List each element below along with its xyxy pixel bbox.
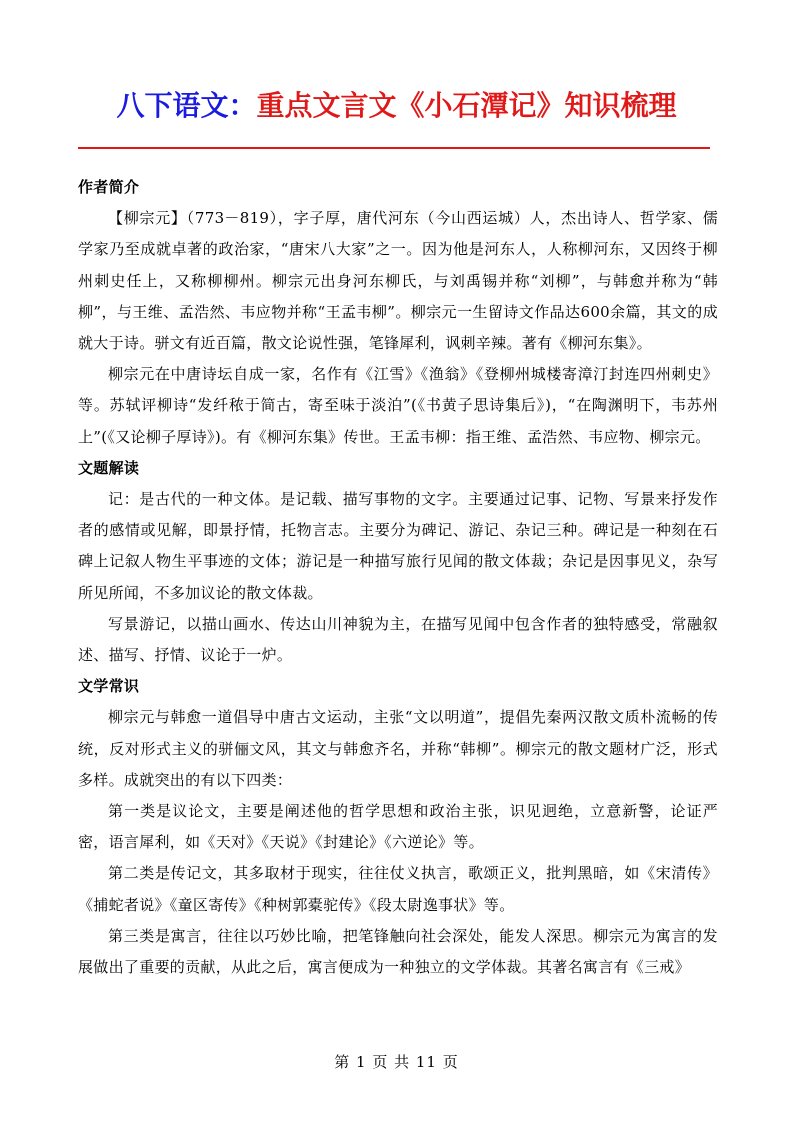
paragraph: 【柳宗元】（773－819），字子厚，唐代河东（今山西运城）人，杰出诗人、哲学家、儒学家乃至成就卓著的政治家，“唐宋八大家”之一。因为他是河东人，人称柳河东，又因终于柳州刺史任上，又称柳柳州。柳宗元出身河东柳氏，与刘禹锡并称“刘柳”，与韩愈并称为“韩柳”，与王维、孟浩然、韦应物并称“王孟韦柳”。柳宗元一生留诗文作品达600余篇，其文的成就大于诗。骈文有近百篇，散文论说性强，笔锋犀利，讽刺辛辣。著有《柳河东集》。 (78, 209, 718, 353)
paragraph: 第一类是议论文，主要是阐述他的哲学思想和政治主张，识见迥绝，立意新警，论证严密，语言犀利，如《天对》《天说》《封建论》《六逆论》等。 (78, 802, 718, 852)
page-title (0, 86, 793, 126)
title-prefix: 八下语文： (116, 89, 257, 122)
title-main: 重点文言文《小石潭记》知识梳理 (256, 89, 677, 122)
paragraph: 柳宗元与韩愈一道倡导中唐古文运动，主张“文以明道”，提倡先秦两汉散文质朴流畅的传统，反对形式主义的骈俪文风，其文与韩愈齐名，并称“韩柳”。柳宗元的散文题材广泛，形式多样。成就突出的有以下四类： (78, 708, 718, 789)
paragraph: 写景游记，以描山画水、传达山川神貌为主，在描写见闻中包含作者的独特感受，常融叙述、描写、抒情、议论于一炉。 (78, 614, 718, 665)
paragraph: 第二类是传记文，其多取材于现实，往往仗义执言，歌颂正义，批判黑暗，如《宋清传》《捕蛇者说》《童区寄传》《种树郭橐驼传》《段太尉逸事状》等。 (78, 864, 718, 914)
section-heading-literature: 文学常识 (78, 677, 140, 696)
section-heading-title-reading: 文题解读 (78, 458, 140, 477)
paragraph: 柳宗元在中唐诗坛自成一家，名作有《江雪》《渔翁》《登柳州城楼寄漳汀封连四州刺史》等。苏轼评柳诗“发纤秾于简古，寄至味于淡泊”(《书黄子思诗集后》)，“在陶渊明下，韦苏州上”(《又论柳子厚诗》)。有《柳河东集》传世。王孟韦柳：指王维、孟浩然、韦应物、柳宗元。 (78, 365, 718, 446)
title-divider (78, 147, 710, 149)
paragraph: 第三类是寓言，往往以巧妙比喻，把笔锋触向社会深处，能发人深思。柳宗元为寓言的发展做出了重要的贡献，从此之后，寓言便成为一种独立的文学体裁。其著名寓言有《三戒》 (78, 926, 718, 977)
paragraph: 记：是古代的一种文体。是记载、描写事物的文字。主要通过记事、记物、写景来抒发作者的感情或见解，即景抒情，托物言志。主要分为碑记、游记、杂记三种。碑记是一种刻在石碑上记叙人物生平事迹的文体；游记是一种描写旅行见闻的散文体裁；杂记是因事见义，杂写所见所闻，不多加议论的散文体裁。 (78, 490, 718, 602)
page-number: 第 1 页 共 11 页 (334, 1053, 459, 1071)
document-body (78, 172, 718, 983)
section-heading-author: 作者简介 (78, 178, 140, 196)
